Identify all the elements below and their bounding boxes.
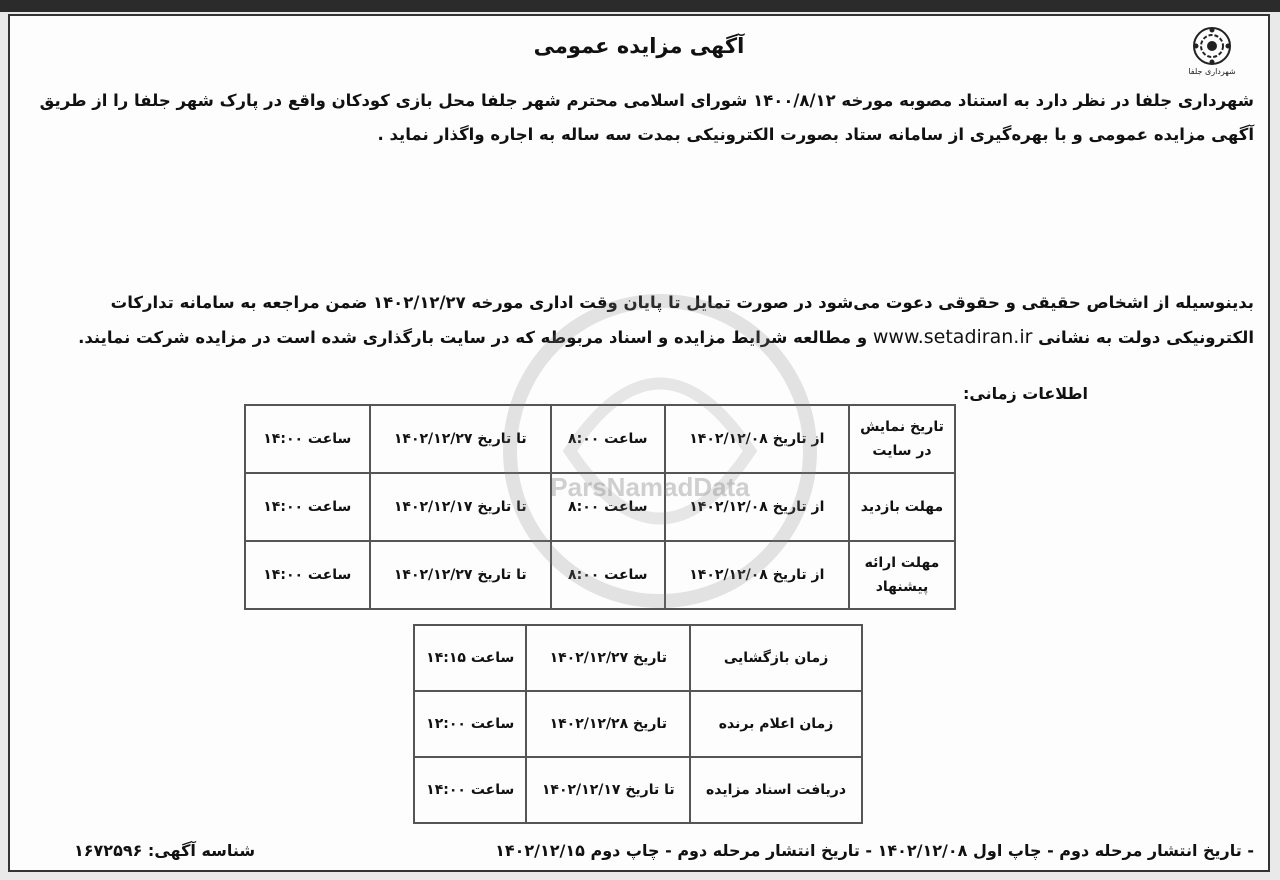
table-row: [414, 691, 862, 757]
to-time: ساعت ۱۴:۰۰: [245, 541, 370, 609]
event-time: ساعت ۱۴:۰۰: [414, 757, 526, 823]
row-label: مهلت ارائه پیشنهاد: [849, 541, 955, 609]
to-time: ساعت ۱۴:۰۰: [245, 405, 370, 473]
to-date: تا تاریخ ۱۴۰۲/۱۲/۲۷: [370, 541, 551, 609]
from-date: از تاریخ ۱۴۰۲/۱۲/۰۸: [665, 541, 849, 609]
from-time: ساعت ۸:۰۰: [551, 541, 665, 609]
row-label: مهلت بازدید: [849, 473, 955, 541]
publication-dates: - تاریخ انتشار مرحله دوم - چاپ اول ۱۴۰۲/۱۲/۰۸ - تاریخ انتشار مرحله دوم - چاپ دوم ۱۴۰۲/۱۲/۱۵: [495, 841, 1254, 860]
schedule-table: [244, 404, 956, 610]
to-date: تا تاریخ ۱۴۰۲/۱۲/۲۷: [370, 405, 551, 473]
top-bar: [0, 0, 1280, 12]
website-link[interactable]: www.setadiran.ir: [872, 326, 1033, 348]
table-row: [245, 405, 955, 473]
invitation-text-end: و مطالعه شرایط مزایده و اسناد مربوطه که در سایت بارگذاری شده است در مزایده شرکت نمایند.: [78, 328, 868, 347]
row-label: تاریخ نمایش در سایت: [849, 405, 955, 473]
from-time: ساعت ۸:۰۰: [551, 405, 665, 473]
intro-paragraph: شهرداری جلفا در نظر دارد به استناد مصوبه مورخه ۱۴۰۰/۸/۱۲ شورای اسلامی محترم شهر جلفا محل بازی کودکان واقع در پارک شهر جلفا را از طریق آگهی مزایده عمومی و با بهره‌گیری از سامانه ستاد بصورت الکترونیکی بمدت سه ساله به اجاره واگذار نماید .: [39, 91, 1254, 144]
from-date: از تاریخ ۱۴۰۲/۱۲/۰۸: [665, 405, 849, 473]
document-page: [8, 14, 1270, 872]
events-table: [413, 624, 863, 824]
table-row: [414, 757, 862, 823]
event-date: تا تاریخ ۱۴۰۲/۱۲/۱۷: [526, 757, 690, 823]
invitation-text-start: بدینوسیله از اشخاص حقیقی و حقوقی دعوت می‌شود در صورت تمایل تا پایان وقت اداری مورخه ۱۴۰۲/۱۲/۲۷ ضمن مراجعه به سامانه تدارکات الکترونیکی دولت به نشانی: [110, 293, 1254, 347]
logo-caption: شهرداری جلفا: [1188, 67, 1236, 76]
from-date: از تاریخ ۱۴۰۲/۱۲/۰۸: [665, 473, 849, 541]
table-row: [245, 473, 955, 541]
event-time: ساعت ۱۴:۱۵: [414, 625, 526, 691]
to-time: ساعت ۱۴:۰۰: [245, 473, 370, 541]
ad-id: شناسه آگهی: ۱۶۷۲۵۹۶: [74, 841, 256, 860]
from-time: ساعت ۸:۰۰: [551, 473, 665, 541]
schedule-label: اطلاعات زمانی:: [962, 384, 1088, 403]
table-row: [414, 625, 862, 691]
event-time: ساعت ۱۲:۰۰: [414, 691, 526, 757]
row-label: دریافت اسناد مزایده: [690, 757, 862, 823]
row-label: زمان اعلام برنده: [690, 691, 862, 757]
table-row: [245, 541, 955, 609]
row-label: زمان بازگشایی: [690, 625, 862, 691]
to-date: تا تاریخ ۱۴۰۲/۱۲/۱۷: [370, 473, 551, 541]
invitation-paragraph: [24, 286, 1254, 355]
watermark-text: ParsNamadData: [550, 472, 750, 502]
event-date: تاریخ ۱۴۰۲/۱۲/۲۷: [526, 625, 690, 691]
page-title: آگهی مزایده عمومی: [533, 34, 745, 58]
event-date: تاریخ ۱۴۰۲/۱۲/۲۸: [526, 691, 690, 757]
